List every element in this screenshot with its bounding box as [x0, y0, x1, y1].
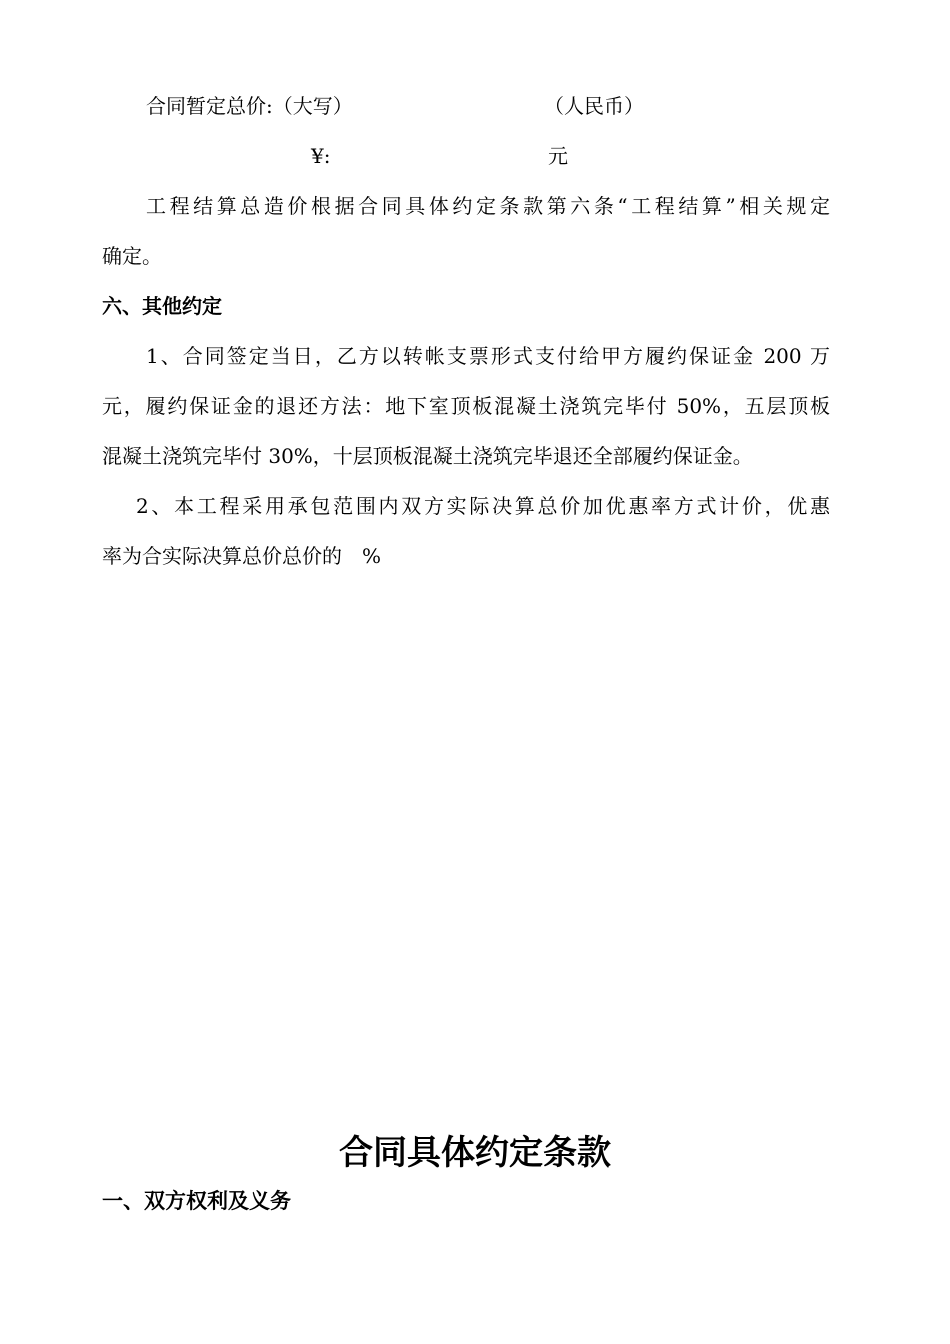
rmb-label: （人民币）: [544, 94, 644, 118]
item-1-line-3: 混凝土浇筑完毕付 30%，十层顶板混凝土浇筑完毕退还全部履约保证金。: [102, 444, 753, 468]
contract-price-label: 合同暂定总价:（大写）: [146, 94, 353, 118]
settlement-line-2: 确定。: [102, 244, 162, 268]
settlement-line-1: 工程结算总造价根据合同具体约定条款第六条“工程结算”相关规定: [146, 194, 830, 218]
item-1-line-1: 1、合同签定当日，乙方以转帐支票形式支付给甲方履约保证金 200 万: [146, 344, 830, 368]
item-1-line-2: 元，履约保证金的退还方法：地下室顶板混凝土浇筑完毕付 50%，五层顶板: [102, 394, 830, 418]
item-2-line-1: 2、本工程采用承包范围内双方实际决算总价加优惠率方式计价，优惠: [136, 494, 830, 518]
section-6-heading: 六、其他约定: [102, 294, 222, 318]
yuan-label: 元: [548, 144, 568, 168]
yen-label: ¥:: [311, 144, 331, 168]
item-2-line-2: 率为合实际决算总价总价的 %: [102, 544, 382, 568]
terms-section-1-heading: 一、双方权利及义务: [102, 1189, 291, 1213]
terms-title: 合同具体约定条款: [339, 1133, 611, 1173]
